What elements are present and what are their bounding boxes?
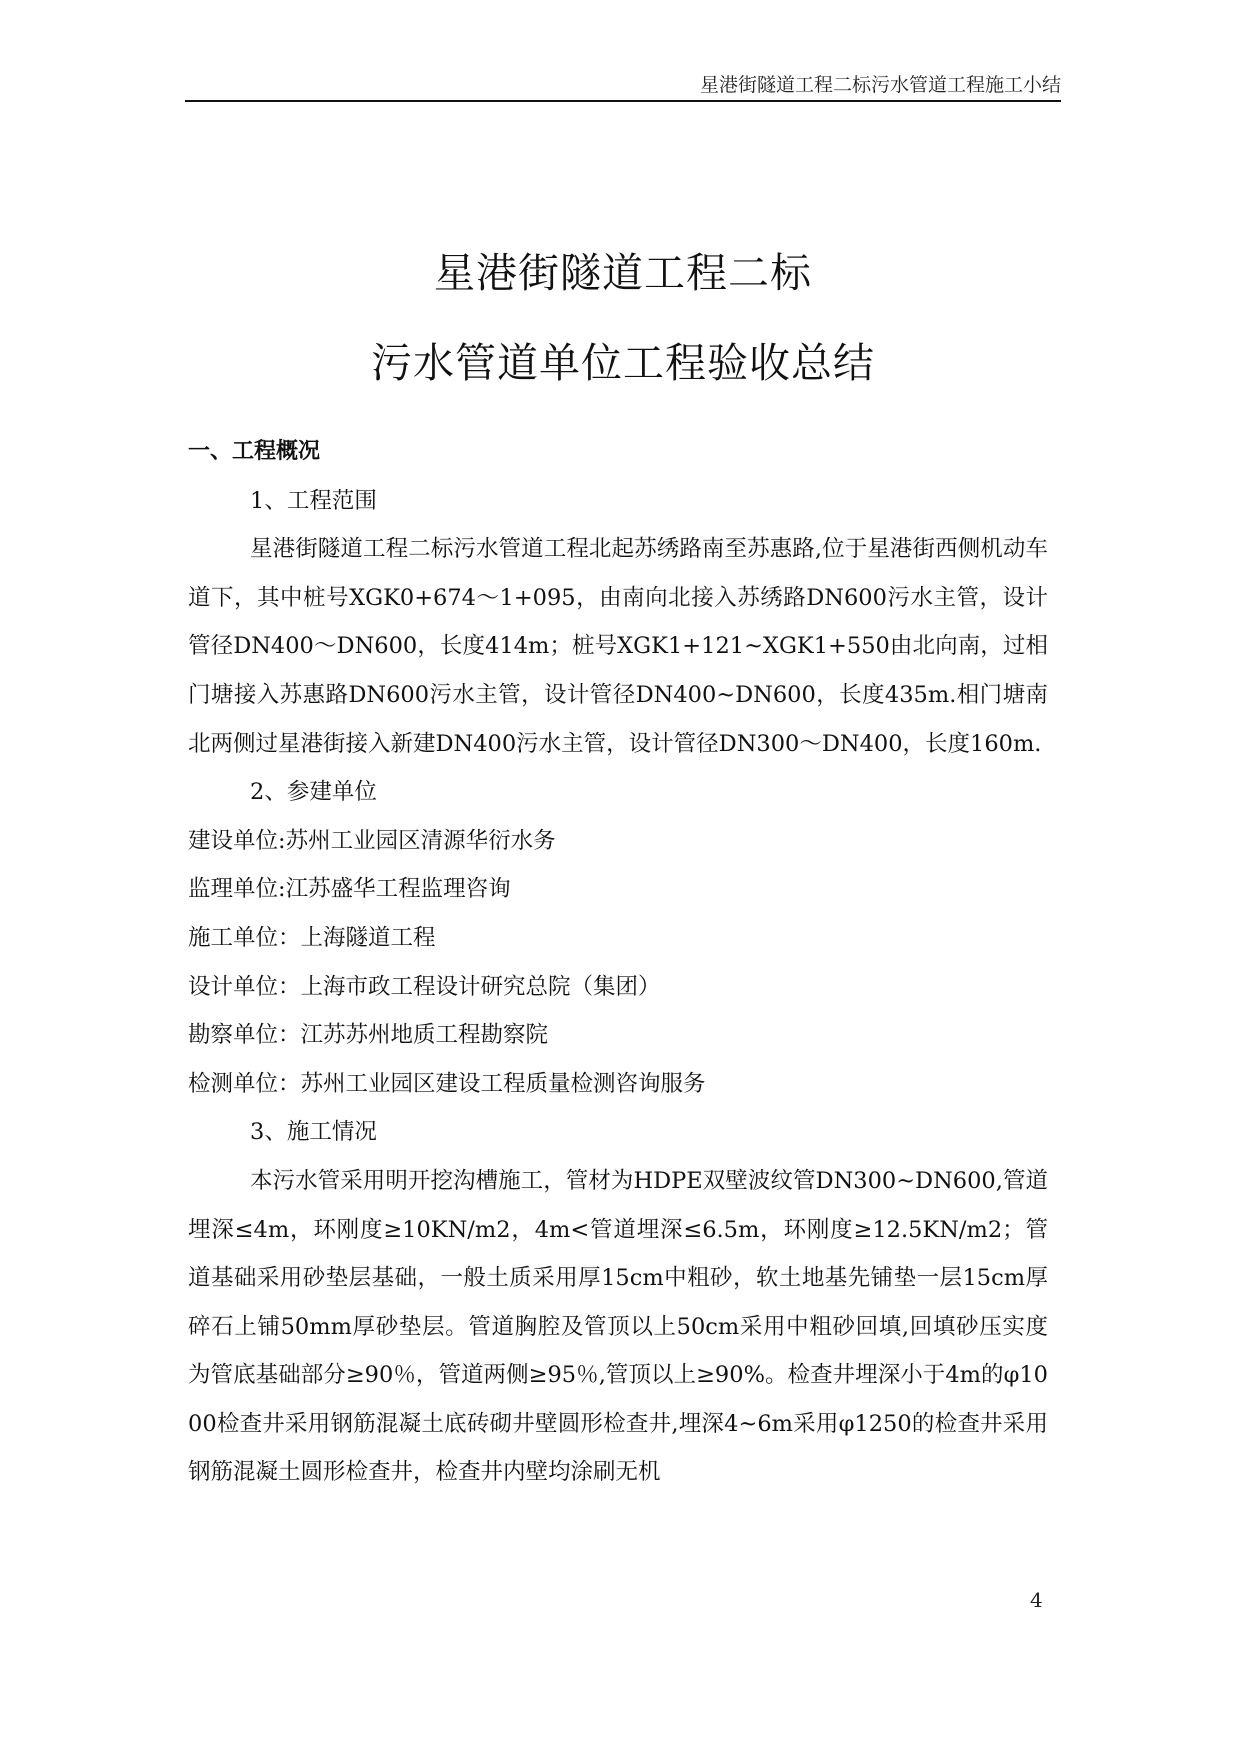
participant-inspector: 检测单位：苏州工业园区建设工程质量检测咨询服务 (188, 1070, 706, 1097)
subheading-scope: 1、工程范围 (250, 487, 377, 514)
title-line-2: 污水管道单位工程验收总结 (371, 339, 875, 387)
participant-construction-owner: 建设单位:苏州工业园区清源华衍水务 (188, 827, 556, 854)
paragraph-scope: 星港街隧道工程二标污水管道工程北起苏绣路南至苏惠路,位于星港街西侧机动车道下，其中桩号XGK0+674～1+095，由南向北接入苏绣路DN600污水主管，设计管径DN400～DN600，长度414m；桩号XGK1+121~XGK1+550由北向南，过相门塘接入苏惠路DN600污水主管，设计管径DN400~DN600，长度435m.相门塘南北两侧过星港街接入新建DN400污水主管，设计管径DN300～DN400，长度160m. (188, 536, 1048, 757)
subheading-participants: 2、参建单位 (250, 779, 377, 806)
document-title (185, 228, 1061, 408)
document-body (188, 428, 1048, 1497)
running-header: 星港街隧道工程二标污水管道工程施工小结 (699, 74, 1061, 96)
subheading-construction: 3、施工情况 (250, 1119, 377, 1146)
title-line-1: 星港街隧道工程二标 (434, 249, 812, 297)
participant-surveyor: 勘察单位：江苏苏州地质工程勘察院 (188, 1022, 549, 1049)
page-number: 4 (1030, 1588, 1043, 1612)
participant-supervisor: 监理单位:江苏盛华工程监理咨询 (188, 876, 511, 903)
participant-contractor: 施工单位：上海隧道工程 (188, 924, 436, 951)
header-rule (185, 100, 1061, 102)
paragraph-construction: 本污水管采用明开挖沟槽施工，管材为HDPE双壁波纹管DN300~DN600,管道埋深≤4m，环刚度≥10KN/m2，4m<管道埋深≤6.5m，环刚度≥12.5KN/m2；管道基础采用砂垫层基础，一般土质采用厚15cm中粗砂，软土地基先铺垫一层15cm厚碎石上铺50mm厚砂垫层。管道胸腔及管顶以上50cm采用中粗砂回填,回填砂压实度为管底基础部分≥90％，管道两侧≥95％,管顶以上≥90%。检查井埋深小于4m的φ1000检查井采用钢筋混凝土底砖砌井壁圆形检查井,埋深4~6m采用φ1250的检查井采用钢筋混凝土圆形检查井，检查井内壁均涂刷无机 (188, 1167, 1048, 1486)
participant-designer: 设计单位：上海市政工程设计研究总院（集团） (188, 973, 661, 1000)
section-heading-overview: 一、工程概况 (188, 439, 321, 464)
